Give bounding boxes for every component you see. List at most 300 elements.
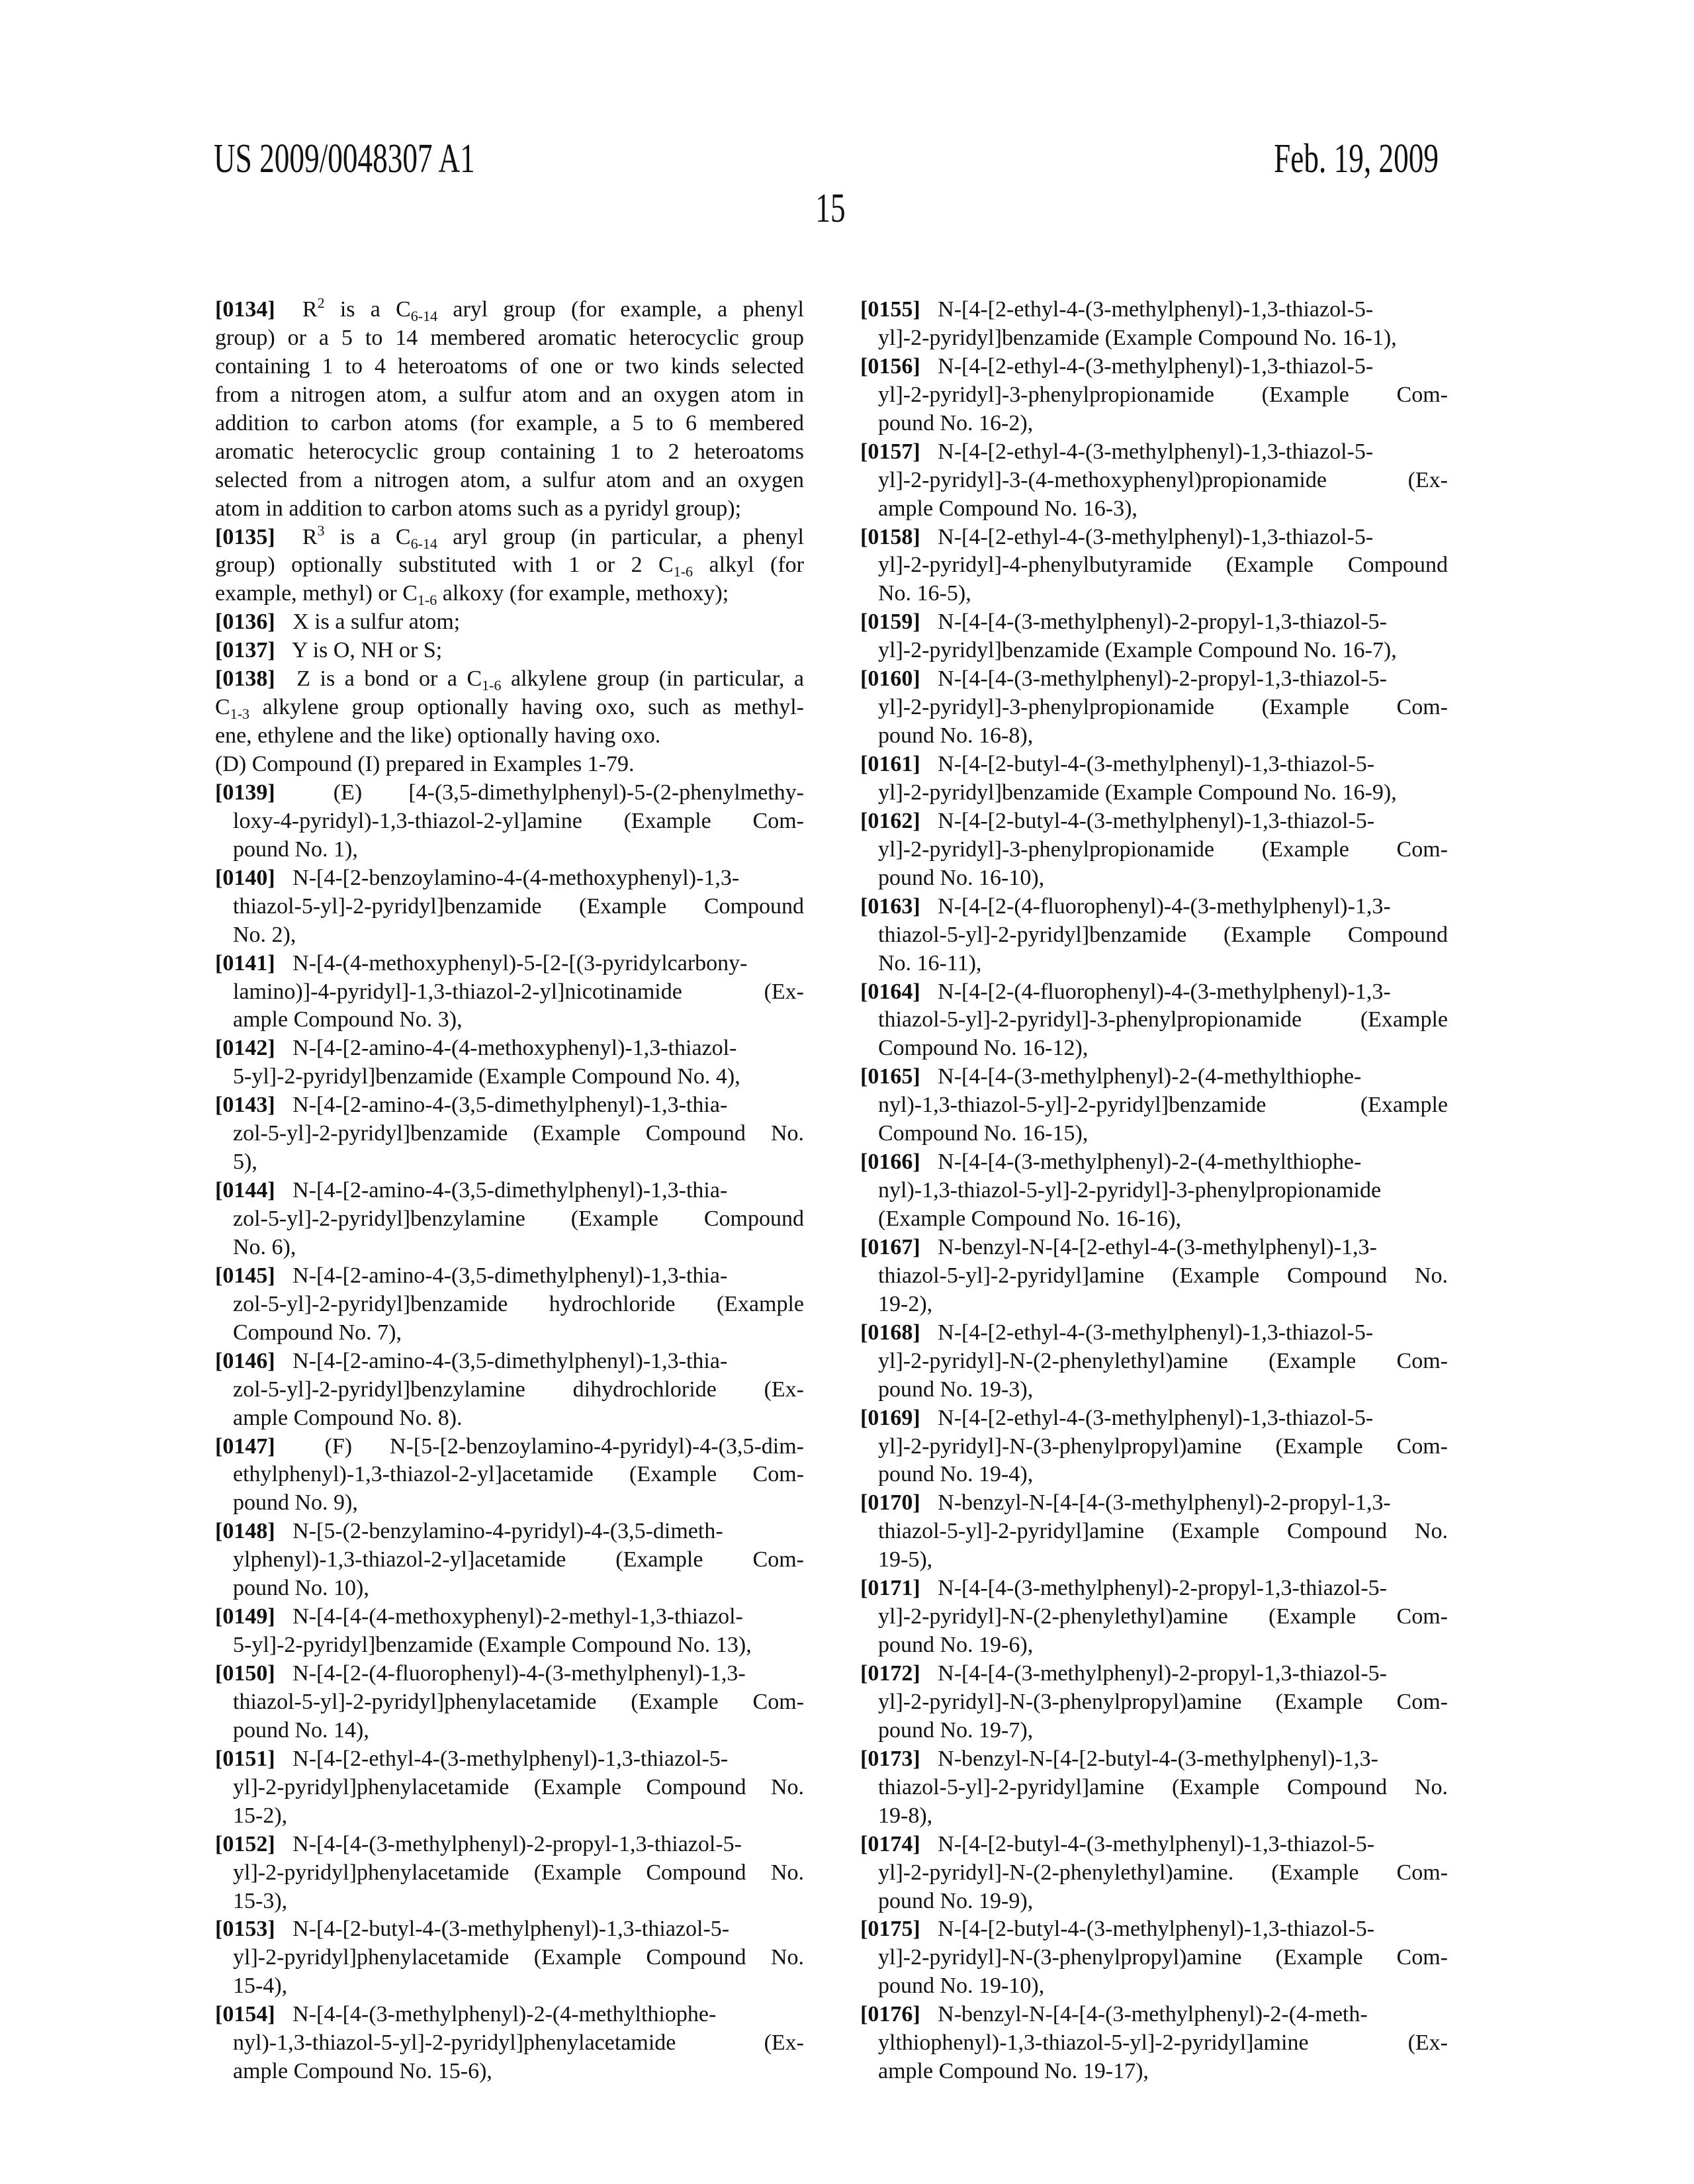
text-line bbox=[860, 523, 1448, 552]
paragraph bbox=[860, 665, 1448, 751]
text-segment: N-[4-[2-amino-4-(3,5-dimethylphenyl)-1,3-thia- bbox=[292, 1349, 727, 1373]
paragraph bbox=[860, 1915, 1448, 2001]
text-segment: N-[4-[2-amino-4-(3,5-dimethylphenyl)-1,3-thia- bbox=[292, 1263, 727, 1288]
text-line bbox=[215, 296, 804, 324]
paragraph-number: [0150] bbox=[215, 1661, 275, 1686]
paragraph-number: [0159] bbox=[860, 610, 920, 634]
text-line bbox=[860, 1291, 1448, 1319]
text-segment: thiazol-5-yl]-2-pyridyl]amine (Example Compound No. bbox=[878, 1519, 1448, 1543]
text-line bbox=[860, 1063, 1448, 1091]
text-segment: Compound No. 7), bbox=[233, 1320, 402, 1345]
text-segment: yl]-2-pyridyl]phenylacetamide (Example Compound No. bbox=[233, 1860, 804, 1885]
paragraph-number: [0168] bbox=[860, 1320, 920, 1345]
paragraph-number: [0170] bbox=[860, 1490, 920, 1515]
text-segment: Y is O, NH or S; bbox=[292, 638, 442, 662]
text-segment: N-[4-[4-(3-methylphenyl)-2-(4-methylthiophe- bbox=[292, 2002, 716, 2026]
text-segment: N-[4-[4-(3-methylphenyl)-2-propyl-1,3-thiazol-5- bbox=[938, 1661, 1387, 1686]
text-line bbox=[215, 1433, 804, 1461]
text-segment: aromatic heterocyclic group containing 1 to 2 heteroatoms bbox=[215, 439, 804, 464]
subscript: 6-14 bbox=[411, 535, 437, 552]
subscript: 1-6 bbox=[482, 677, 501, 694]
text-segment: zol-5-yl]-2-pyridyl]benzamide (Example Compound No. bbox=[233, 1121, 804, 1146]
text-segment: 15-4), bbox=[233, 1974, 287, 1998]
paragraph-number: [0158] bbox=[860, 525, 920, 549]
text-line bbox=[860, 1404, 1448, 1433]
text-segment: ample Compound No. 19-17), bbox=[878, 2059, 1149, 2083]
text-segment: pound No. 1), bbox=[233, 837, 358, 862]
text-segment: thiazol-5-yl]-2-pyridyl]benzamide (Example Compound bbox=[878, 923, 1448, 947]
text-segment: C bbox=[215, 695, 230, 719]
paragraph-number: [0156] bbox=[860, 354, 920, 379]
text-line bbox=[860, 1034, 1448, 1063]
paragraph bbox=[215, 1660, 804, 1745]
text-line bbox=[860, 1574, 1448, 1603]
text-segment: N-[4-[2-ethyl-4-(3-methylphenyl)-1,3-thiazol-5- bbox=[938, 297, 1373, 322]
text-line bbox=[860, 1262, 1448, 1291]
paragraph-number: [0151] bbox=[215, 1747, 275, 1771]
text-line bbox=[215, 1944, 804, 1972]
text-line bbox=[215, 1291, 804, 1319]
text-segment: N-[5-(2-benzylamino-4-pyridyl)-4-(3,5-dimeth- bbox=[292, 1519, 723, 1543]
text-segment: pound No. 19-10), bbox=[878, 1974, 1044, 1998]
text-segment: example, methyl) or C bbox=[215, 581, 418, 606]
paragraph-number: [0153] bbox=[215, 1917, 275, 1941]
text-segment: nyl)-1,3-thiazol-5-yl]-2-pyridyl]phenylacetamide (Ex- bbox=[233, 2030, 804, 2055]
text-line bbox=[860, 921, 1448, 950]
text-line bbox=[860, 1234, 1448, 1262]
text-segment: yl]-2-pyridyl]-N-(3-phenylpropyl)amine (Example Com- bbox=[878, 1434, 1448, 1459]
text-segment: yl]-2-pyridyl]-N-(3-phenylpropyl)amine (Example Com- bbox=[878, 1690, 1448, 1714]
text-segment: ylthiophenyl)-1,3-thiazol-5-yl]-2-pyridyl]amine (Ex- bbox=[878, 2030, 1448, 2055]
subscript: 1-6 bbox=[674, 563, 693, 580]
text-line bbox=[215, 1831, 804, 1859]
text-line bbox=[215, 1234, 804, 1262]
text-segment: (Example Compound No. 16-16), bbox=[878, 1206, 1181, 1231]
text-segment: N-[4-[4-(4-methoxyphenyl)-2-methyl-1,3-thiazol- bbox=[292, 1604, 743, 1629]
paragraph bbox=[860, 893, 1448, 978]
text-line bbox=[860, 1888, 1448, 1916]
text-line bbox=[215, 893, 804, 921]
text-line bbox=[860, 637, 1448, 665]
paragraph-number: [0154] bbox=[215, 2002, 275, 2026]
paragraph-number: [0138] bbox=[215, 666, 275, 691]
text-segment: (F) N-[5-[2-benzoylamino-4-pyridyl)-4-(3,5-dim- bbox=[325, 1434, 804, 1459]
paragraph-number: [0171] bbox=[860, 1576, 920, 1600]
text-line bbox=[215, 950, 804, 978]
text-line bbox=[860, 1489, 1448, 1518]
text-segment: N-[4-[2-butyl-4-(3-methylphenyl)-1,3-thiazol-5- bbox=[938, 752, 1374, 776]
text-segment: No. 16-5), bbox=[878, 581, 971, 606]
text-segment: loxy-4-pyridyl)-1,3-thiazol-2-yl]amine (Example Com- bbox=[233, 809, 804, 833]
text-segment: thiazol-5-yl]-2-pyridyl]-3-phenylpropionamide (Example bbox=[878, 1007, 1448, 1032]
publication-number: US 2009/0048307 A1 bbox=[214, 136, 475, 182]
text-line bbox=[860, 751, 1448, 779]
text-line bbox=[215, 2058, 804, 2086]
text-segment: yl]-2-pyridyl]benzamide (Example Compound No. 16-9), bbox=[878, 780, 1397, 805]
paragraph-number: [0139] bbox=[215, 780, 275, 805]
text-segment: pound No. 19-4), bbox=[878, 1462, 1033, 1486]
text-segment: No. 6), bbox=[233, 1235, 296, 1259]
text-line bbox=[215, 1091, 804, 1120]
text-line bbox=[215, 1631, 804, 1660]
text-line bbox=[215, 637, 804, 665]
paragraph-number: [0166] bbox=[860, 1150, 920, 1174]
paragraph bbox=[215, 779, 804, 864]
paragraph bbox=[860, 353, 1448, 438]
text-segment: N-[4-[2-ethyl-4-(3-methylphenyl)-1,3-thiazol-5- bbox=[938, 1406, 1373, 1430]
text-segment: N-[4-[2-amino-4-(3,5-dimethylphenyl)-1,3-thia- bbox=[292, 1178, 727, 1203]
text-line bbox=[860, 1631, 1448, 1660]
paragraph bbox=[860, 1745, 1448, 1831]
text-segment: is a C bbox=[325, 297, 411, 322]
text-segment: selected from a nitrogen atom, a sulfur atom and an oxygen bbox=[215, 468, 804, 492]
text-segment: N-[4-[2-ethyl-4-(3-methylphenyl)-1,3-thiazol-5- bbox=[938, 1320, 1373, 1345]
text-segment: N-[4-[2-(4-fluorophenyl)-4-(3-methylphenyl)-1,3- bbox=[292, 1661, 745, 1686]
text-segment: yl]-2-pyridyl]benzamide (Example Compound No. 16-7), bbox=[878, 638, 1397, 662]
paragraph bbox=[215, 1831, 804, 1916]
text-line bbox=[860, 2001, 1448, 2029]
text-segment: from a nitrogen atom, a sulfur atom and an oxygen atom in bbox=[215, 383, 804, 407]
text-segment: N-[4-[2-(4-fluorophenyl)-4-(3-methylphenyl)-1,3- bbox=[938, 979, 1390, 1004]
text-segment: 5-yl]-2-pyridyl]benzamide (Example Compound No. 13), bbox=[233, 1633, 752, 1657]
text-segment: N-[4-[4-(3-methylphenyl)-2-propyl-1,3-thiazol-5- bbox=[292, 1832, 742, 1856]
text-line bbox=[860, 1859, 1448, 1888]
text-line bbox=[215, 381, 804, 410]
paragraph bbox=[860, 1063, 1448, 1148]
text-segment: group) optionally substituted with 1 or 2 C bbox=[215, 553, 674, 577]
text-line bbox=[215, 1347, 804, 1376]
text-segment: ample Compound No. 15-6), bbox=[233, 2059, 492, 2083]
paragraph bbox=[860, 807, 1448, 893]
text-segment: pound No. 19-9), bbox=[878, 1889, 1033, 1913]
paragraph-number: [0147] bbox=[215, 1434, 275, 1459]
text-line bbox=[860, 1546, 1448, 1574]
text-segment: R bbox=[302, 297, 318, 322]
text-segment: N-[4-[4-(3-methylphenyl)-2-propyl-1,3-thiazol-5- bbox=[938, 1576, 1387, 1600]
text-line bbox=[860, 1205, 1448, 1234]
text-line bbox=[860, 353, 1448, 381]
text-segment: pound No. 19-6), bbox=[878, 1633, 1033, 1657]
text-line bbox=[860, 1006, 1448, 1034]
text-segment: thiazol-5-yl]-2-pyridyl]amine (Example Compound No. bbox=[878, 1775, 1448, 1799]
text-segment: pound No. 16-8), bbox=[878, 723, 1033, 748]
subscript: 1-3 bbox=[230, 705, 249, 722]
paragraph bbox=[215, 1745, 804, 1831]
text-line bbox=[860, 1972, 1448, 2001]
text-line bbox=[860, 722, 1448, 751]
paragraph bbox=[860, 523, 1448, 609]
text-line bbox=[860, 1745, 1448, 1774]
text-segment: alkylene group optionally having oxo, such as methyl- bbox=[249, 695, 804, 719]
text-line bbox=[215, 1262, 804, 1291]
text-segment: (E) [4-(3,5-dimethylphenyl)-5-(2-phenylmethy- bbox=[334, 780, 804, 805]
text-segment: 5-yl]-2-pyridyl]benzamide (Example Compound No. 4), bbox=[233, 1064, 740, 1089]
text-segment: 15-2), bbox=[233, 1803, 287, 1828]
paragraph bbox=[215, 608, 804, 637]
text-line bbox=[215, 722, 804, 751]
text-segment: N-benzyl-N-[4-[4-(3-methylphenyl)-2-(4-meth- bbox=[938, 2002, 1368, 2026]
text-line bbox=[215, 1489, 804, 1518]
text-line bbox=[860, 1461, 1448, 1489]
text-segment: zol-5-yl]-2-pyridyl]benzamide hydrochloride (Example bbox=[233, 1292, 804, 1316]
paragraph-number: [0148] bbox=[215, 1519, 275, 1543]
text-line bbox=[215, 551, 804, 580]
text-line bbox=[860, 665, 1448, 694]
text-line bbox=[215, 1660, 804, 1688]
text-segment: yl]-2-pyridyl]-N-(2-phenylethyl)amine. (Example Com- bbox=[878, 1860, 1448, 1885]
paragraph-number: [0141] bbox=[215, 951, 275, 976]
text-line bbox=[860, 864, 1448, 893]
text-line bbox=[215, 1006, 804, 1034]
paragraph bbox=[860, 1148, 1448, 1234]
text-line bbox=[860, 779, 1448, 807]
text-line bbox=[860, 1915, 1448, 1944]
paragraph-number: [0137] bbox=[215, 638, 275, 662]
text-segment: N-[4-[2-butyl-4-(3-methylphenyl)-1,3-thiazol-5- bbox=[938, 1832, 1374, 1856]
paragraph-number: [0163] bbox=[860, 894, 920, 919]
paragraph-number: [0173] bbox=[860, 1747, 920, 1771]
paragraph-number: [0152] bbox=[215, 1832, 275, 1856]
text-line bbox=[860, 495, 1448, 523]
paragraph-number: [0162] bbox=[860, 809, 920, 833]
text-segment: No. 16-11), bbox=[878, 951, 981, 976]
paragraph bbox=[860, 1319, 1448, 1404]
text-line bbox=[215, 1802, 804, 1831]
text-segment: aryl group (for example, a phenyl bbox=[437, 297, 804, 322]
text-line bbox=[215, 1603, 804, 1631]
text-line bbox=[860, 1376, 1448, 1404]
text-line bbox=[860, 1944, 1448, 1972]
text-line bbox=[215, 1120, 804, 1148]
text-line bbox=[215, 410, 804, 438]
text-line bbox=[860, 324, 1448, 353]
text-segment: thiazol-5-yl]-2-pyridyl]amine (Example Compound No. bbox=[878, 1263, 1448, 1288]
text-line bbox=[215, 779, 804, 807]
text-segment: N-[4-[4-(3-methylphenyl)-2-propyl-1,3-thiazol-5- bbox=[938, 666, 1387, 691]
text-line bbox=[215, 353, 804, 381]
text-line bbox=[215, 1859, 804, 1888]
text-segment: No. 2), bbox=[233, 923, 296, 947]
text-segment: N-[4-[2-benzoylamino-4-(4-methoxyphenyl)-1,3- bbox=[292, 866, 739, 890]
text-segment: 19-8), bbox=[878, 1803, 932, 1828]
text-segment: alkylene group (in particular, a bbox=[502, 666, 805, 691]
paragraph bbox=[215, 1433, 804, 1518]
text-segment: alkoxy (for example, methoxy); bbox=[437, 581, 729, 606]
paragraph bbox=[215, 1347, 804, 1433]
paragraph-number: [0175] bbox=[860, 1917, 920, 1941]
text-segment: is a C bbox=[325, 525, 411, 549]
text-line bbox=[860, 893, 1448, 921]
paragraph-number: [0149] bbox=[215, 1604, 275, 1629]
text-line bbox=[215, 665, 804, 694]
text-segment: Compound No. 16-15), bbox=[878, 1121, 1088, 1146]
text-segment: pound No. 19-7), bbox=[878, 1718, 1033, 1743]
paragraph bbox=[215, 1034, 804, 1091]
text-line bbox=[215, 2001, 804, 2029]
text-segment: ample Compound No. 3), bbox=[233, 1007, 463, 1032]
paragraph-number: [0172] bbox=[860, 1661, 920, 1686]
publication-date: Feb. 19, 2009 bbox=[1274, 136, 1439, 182]
text-segment: pound No. 19-3), bbox=[878, 1377, 1033, 1402]
paragraph-number: [0135] bbox=[215, 525, 275, 549]
text-segment: N-benzyl-N-[4-[2-butyl-4-(3-methylphenyl)-1,3- bbox=[938, 1747, 1378, 1771]
text-segment: 19-2), bbox=[878, 1292, 932, 1316]
text-line bbox=[215, 864, 804, 893]
text-segment: 15-3), bbox=[233, 1889, 287, 1913]
section-heading bbox=[215, 751, 804, 779]
text-segment: yl]-2-pyridyl]-3-phenylpropionamide (Example Com- bbox=[878, 383, 1448, 407]
text-segment: pound No. 10), bbox=[233, 1576, 369, 1600]
text-segment: pound No. 16-10), bbox=[878, 866, 1044, 890]
text-segment: N-[4-[4-(3-methylphenyl)-2-(4-methylthiophe- bbox=[938, 1064, 1361, 1089]
text-line bbox=[215, 580, 804, 608]
paragraph-number: [0143] bbox=[215, 1093, 275, 1117]
text-line bbox=[860, 296, 1448, 324]
text-segment: yl]-2-pyridyl]-3-phenylpropionamide (Example Com- bbox=[878, 695, 1448, 719]
text-line bbox=[860, 950, 1448, 978]
page-number: 15 bbox=[794, 185, 867, 232]
text-segment: alkyl (for bbox=[693, 553, 804, 577]
text-line bbox=[215, 1063, 804, 1091]
paragraph bbox=[215, 1603, 804, 1660]
text-line bbox=[215, 495, 804, 523]
text-line bbox=[215, 1034, 804, 1063]
text-line bbox=[860, 1774, 1448, 1802]
text-line bbox=[215, 1404, 804, 1433]
text-line bbox=[860, 580, 1448, 608]
text-segment: thiazol-5-yl]-2-pyridyl]phenylacetamide (Example Com- bbox=[233, 1690, 804, 1714]
paragraph bbox=[860, 1660, 1448, 1745]
text-segment: N-[4-[2-butyl-4-(3-methylphenyl)-1,3-thiazol-5- bbox=[292, 1917, 729, 1941]
paragraph bbox=[215, 1915, 804, 2001]
superscript: 2 bbox=[318, 295, 325, 311]
text-line bbox=[860, 1518, 1448, 1546]
text-line bbox=[215, 1688, 804, 1717]
paragraph bbox=[860, 1574, 1448, 1660]
text-segment: atom in addition to carbon atoms such as a pyridyl group); bbox=[215, 496, 741, 521]
text-line bbox=[860, 1091, 1448, 1120]
text-line bbox=[860, 1148, 1448, 1177]
text-line bbox=[215, 836, 804, 864]
text-segment: ethylphenyl)-1,3-thiazol-2-yl]acetamide (Example Com- bbox=[233, 1462, 804, 1486]
paragraph bbox=[215, 1091, 804, 1177]
paragraph-number: [0176] bbox=[860, 2002, 920, 2026]
text-segment: ample Compound No. 8). bbox=[233, 1406, 463, 1430]
paragraph-number: [0142] bbox=[215, 1036, 275, 1060]
text-line bbox=[860, 1433, 1448, 1461]
text-line bbox=[860, 438, 1448, 467]
paragraph-number: [0164] bbox=[860, 979, 920, 1004]
paragraph bbox=[860, 296, 1448, 353]
text-line bbox=[860, 608, 1448, 637]
text-segment: N-[4-[2-butyl-4-(3-methylphenyl)-1,3-thiazol-5- bbox=[938, 1917, 1374, 1941]
text-line bbox=[860, 1831, 1448, 1859]
right-column bbox=[860, 296, 1448, 2086]
text-line bbox=[215, 1915, 804, 1944]
text-line bbox=[860, 467, 1448, 495]
text-line bbox=[215, 921, 804, 950]
text-segment: ene, ethylene and the like) optionally having oxo. bbox=[215, 723, 660, 748]
text-line bbox=[215, 751, 804, 779]
text-line bbox=[215, 1888, 804, 1916]
text-segment: Z is a bond or a C bbox=[296, 666, 482, 691]
text-segment: N-[4-[2-butyl-4-(3-methylphenyl)-1,3-thiazol-5- bbox=[938, 809, 1374, 833]
text-segment: zol-5-yl]-2-pyridyl]benzylamine (Example Compound bbox=[233, 1206, 804, 1231]
text-segment: lamino)]-4-pyridyl]-1,3-thiazol-2-yl]nicotinamide (Ex- bbox=[233, 979, 804, 1004]
text-line bbox=[860, 381, 1448, 410]
text-segment: yl]-2-pyridyl]phenylacetamide (Example Compound No. bbox=[233, 1775, 804, 1799]
text-line bbox=[860, 836, 1448, 864]
paragraph-number: [0169] bbox=[860, 1406, 920, 1430]
text-line bbox=[860, 694, 1448, 722]
paragraph bbox=[215, 1177, 804, 1262]
text-segment: N-[4-[2-amino-4-(4-methoxyphenyl)-1,3-thiazol- bbox=[292, 1036, 736, 1060]
paragraph bbox=[860, 438, 1448, 523]
text-segment: zol-5-yl]-2-pyridyl]benzylamine dihydrochloride (Ex- bbox=[233, 1377, 804, 1402]
text-line bbox=[215, 1717, 804, 1745]
text-segment: containing 1 to 4 heteroatoms of one or two kinds selected bbox=[215, 354, 804, 379]
text-segment: aryl group (in particular, a phenyl bbox=[437, 525, 804, 549]
text-segment: ylphenyl)-1,3-thiazol-2-yl]acetamide (Example Com- bbox=[233, 1547, 804, 1572]
text-line bbox=[215, 1774, 804, 1802]
text-line bbox=[860, 1688, 1448, 1717]
text-segment: group) or a 5 to 14 membered aromatic heterocyclic group bbox=[215, 326, 804, 350]
text-segment: nyl)-1,3-thiazol-5-yl]-2-pyridyl]-3-phenylpropionamide bbox=[878, 1178, 1381, 1203]
text-line bbox=[215, 1319, 804, 1347]
left-column bbox=[215, 296, 804, 2086]
text-segment: yl]-2-pyridyl]-3-(4-methoxyphenyl)propionamide (Ex- bbox=[878, 468, 1448, 492]
text-line bbox=[215, 978, 804, 1007]
text-line bbox=[215, 523, 804, 552]
paragraph-number: [0174] bbox=[860, 1832, 920, 1856]
text-line bbox=[860, 2029, 1448, 2058]
text-segment: pound No. 9), bbox=[233, 1490, 358, 1515]
text-segment: pound No. 16-2), bbox=[878, 411, 1033, 435]
paragraph-number: [0161] bbox=[860, 752, 920, 776]
text-segment: nyl)-1,3-thiazol-5-yl]-2-pyridyl]benzamide (Example bbox=[878, 1093, 1448, 1117]
paragraph-number: [0167] bbox=[860, 1235, 920, 1259]
paragraph-number: [0155] bbox=[860, 297, 920, 322]
text-segment: N-[4-[2-ethyl-4-(3-methylphenyl)-1,3-thiazol-5- bbox=[938, 439, 1373, 464]
paragraph bbox=[215, 1262, 804, 1347]
text-segment: ample Compound No. 16-3), bbox=[878, 496, 1137, 521]
text-segment: N-[4-(4-methoxyphenyl)-5-[2-[(3-pyridylcarbony- bbox=[292, 951, 747, 976]
paragraph-number: [0144] bbox=[215, 1178, 275, 1203]
text-line bbox=[215, 324, 804, 353]
text-line bbox=[215, 1376, 804, 1404]
text-segment: N-[4-[2-ethyl-4-(3-methylphenyl)-1,3-thiazol-5- bbox=[938, 525, 1373, 549]
text-segment: N-[4-[2-(4-fluorophenyl)-4-(3-methylphenyl)-1,3- bbox=[938, 894, 1390, 919]
paragraph bbox=[215, 864, 804, 950]
text-line bbox=[860, 1603, 1448, 1631]
text-line bbox=[215, 467, 804, 495]
text-line bbox=[215, 1972, 804, 2001]
paragraph bbox=[215, 665, 804, 751]
text-line bbox=[215, 1177, 804, 1205]
text-line bbox=[860, 1120, 1448, 1148]
superscript: 3 bbox=[318, 522, 325, 539]
text-line bbox=[860, 551, 1448, 580]
text-segment: yl]-2-pyridyl]-N-(2-phenylethyl)amine (Example Com- bbox=[878, 1604, 1448, 1629]
text-line bbox=[215, 1518, 804, 1546]
paragraph bbox=[215, 2001, 804, 2086]
text-segment: yl]-2-pyridyl]-4-phenylbutyramide (Example Compound bbox=[878, 553, 1448, 577]
text-line bbox=[215, 2029, 804, 2058]
paragraph-number: [0146] bbox=[215, 1349, 275, 1373]
text-line bbox=[215, 807, 804, 836]
text-line bbox=[860, 1802, 1448, 1831]
text-line bbox=[215, 438, 804, 467]
